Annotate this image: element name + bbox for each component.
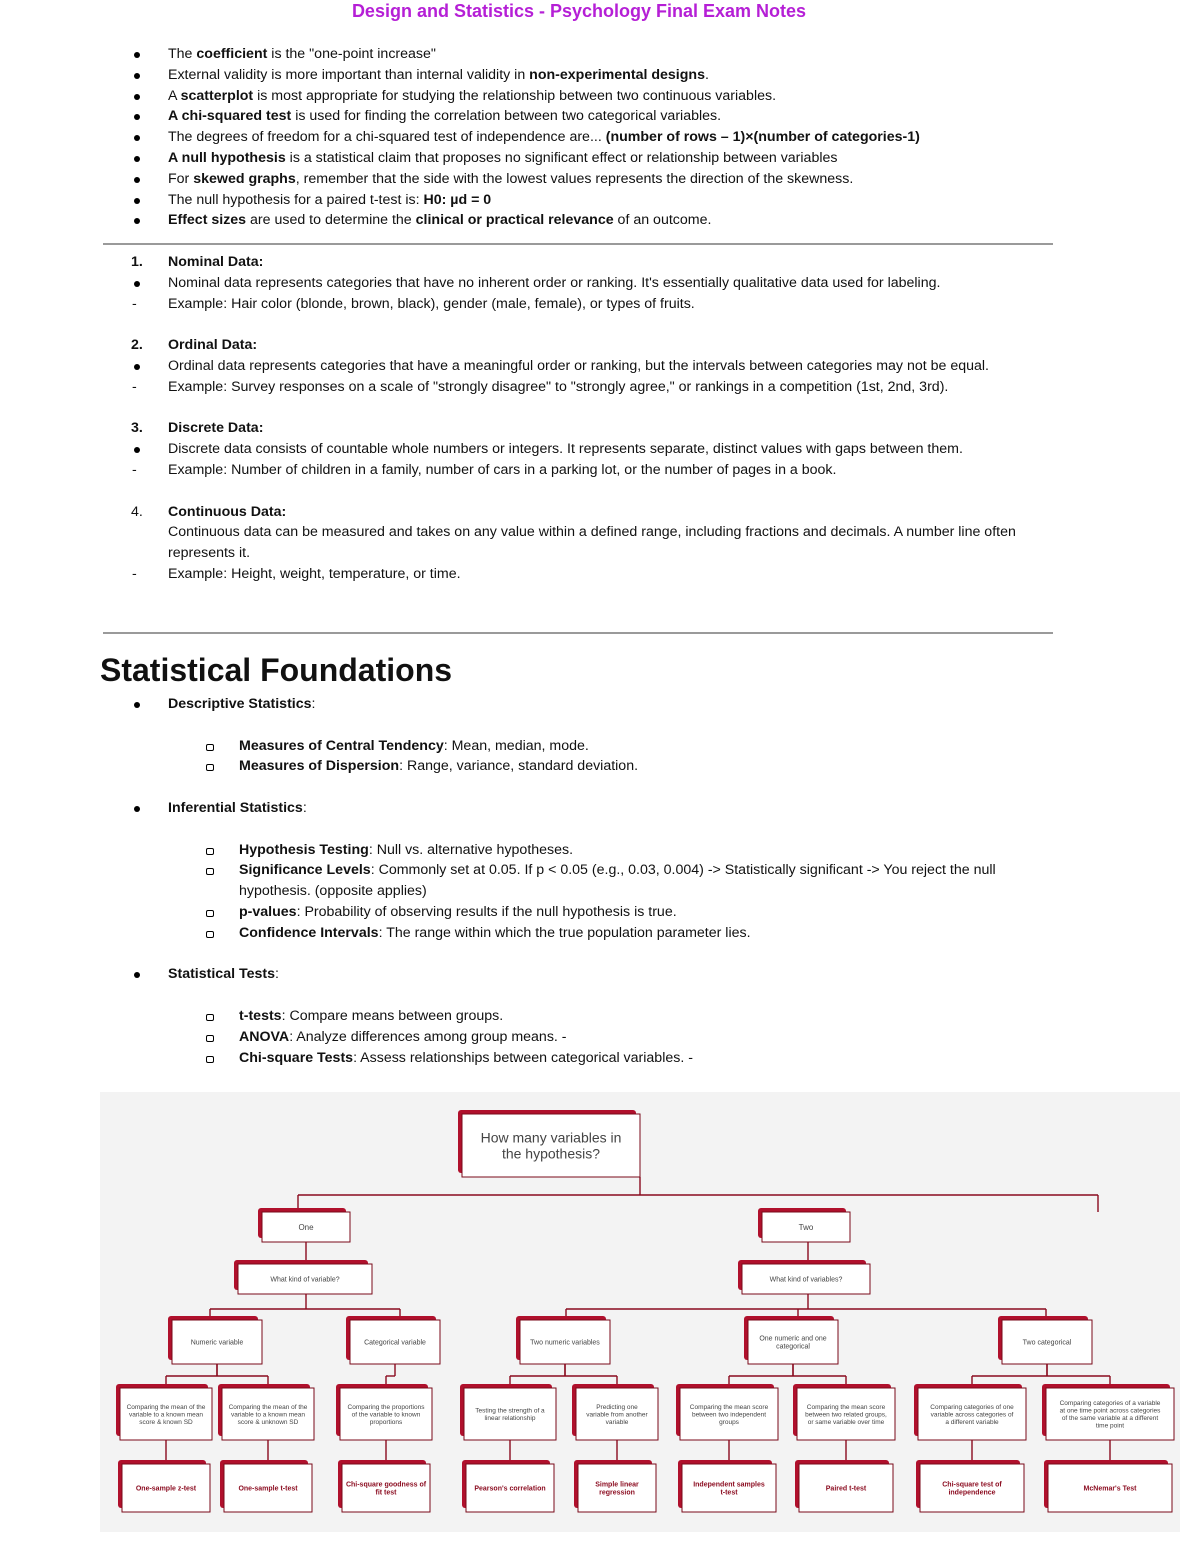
text-run: , remember that the side with the lowest values represents the direction of the skewness. bbox=[295, 170, 854, 187]
bold-term: Effect sizes bbox=[168, 212, 247, 229]
flowchart-question-label: Comparing the proportions of the variable to known proportions bbox=[347, 1403, 425, 1426]
line-text: Discrete data consists of countable whole numbers or integers. It represents separate, distinct values with gaps between them. bbox=[168, 441, 963, 458]
summary-bullet bbox=[100, 44, 1060, 65]
text-run: : Analyze differences among group means. - bbox=[289, 1028, 567, 1045]
list-number: 1. bbox=[131, 254, 143, 270]
group-label: Descriptive Statistics bbox=[168, 696, 312, 712]
bold-term: Confidence Intervals bbox=[239, 924, 379, 941]
line-text: Nominal data represents categories that have no inherent order or ranking. It's essentially qualitative data used for labeling. bbox=[168, 274, 941, 291]
text-run: For bbox=[168, 170, 194, 187]
summary-bullet bbox=[100, 210, 1060, 231]
bold-term: scatterplot bbox=[180, 87, 254, 104]
line-text: Example: Height, weight, temperature, or time. bbox=[168, 565, 461, 582]
foundation-item bbox=[100, 923, 1060, 944]
bold-term: A null hypothesis bbox=[168, 149, 286, 166]
text-run: : Probability of observing results if the null hypothesis is true. bbox=[296, 903, 677, 920]
spacer bbox=[100, 944, 1060, 965]
foundation-item bbox=[100, 840, 1060, 861]
text-run: : Null vs. alternative hypotheses. bbox=[368, 841, 574, 858]
data-type-line bbox=[100, 439, 1060, 460]
text-run: . bbox=[704, 66, 709, 83]
flowchart-question-label: Comparing the mean score between two related groups, or same variable over time bbox=[805, 1403, 887, 1426]
line-text: Continuous data can be measured and takes on any value within a defined range, including fractions and decimals. A number line often represents it. bbox=[168, 524, 1016, 562]
bold-term: skewed graphs bbox=[193, 170, 296, 187]
spacer bbox=[100, 777, 1060, 798]
flowchart-test-label: Independent samples t-test bbox=[693, 1481, 765, 1497]
data-type-heading bbox=[100, 252, 1060, 273]
foundation-group bbox=[100, 964, 1060, 985]
text-run: are used to determine the bbox=[246, 212, 416, 229]
text-run: : The range within which the true population parameter lies. bbox=[378, 924, 751, 941]
flowchart-question-label: Testing the strength of a linear relationship bbox=[475, 1407, 545, 1423]
summary-bullet bbox=[100, 148, 1060, 169]
data-type-title: Continuous Data: bbox=[168, 503, 287, 520]
flowchart-test-label: One-sample z-test bbox=[135, 1485, 197, 1493]
group-suffix: : bbox=[311, 696, 316, 712]
flowchart-node-label: Two categorical bbox=[1022, 1339, 1072, 1347]
spacer bbox=[100, 985, 1060, 1006]
data-type-heading bbox=[100, 502, 1060, 523]
flowchart-question-label: Comparing categories of a variable at one time point across categories of the same variable at a different time point bbox=[1059, 1400, 1161, 1430]
data-type-line bbox=[100, 564, 1060, 585]
flowchart-question-label: Comparing categories of one variable across categories of a different variable bbox=[930, 1403, 1014, 1426]
flowchart-node-label: One numeric and one categorical bbox=[759, 1335, 827, 1351]
flowchart-node-label: One bbox=[298, 1222, 314, 1232]
bold-term: A chi-squared test bbox=[168, 108, 292, 125]
list-number: 2. bbox=[131, 337, 143, 354]
bold-term: H0: µd = 0 bbox=[423, 191, 492, 208]
flowchart-question-label: Predicting one variable from another variable bbox=[586, 1403, 648, 1426]
flowchart-question-label: Comparing the mean of the variable to a known mean score & known SD bbox=[126, 1403, 206, 1426]
flowchart-node-label: Categorical variable bbox=[364, 1339, 426, 1347]
group-suffix: : bbox=[274, 966, 279, 983]
bold-term: Significance Levels bbox=[239, 862, 371, 879]
bold-term: Chi-square Tests bbox=[239, 1049, 354, 1066]
foundations-list bbox=[100, 694, 1060, 1068]
text-run: : Mean, median, mode. bbox=[443, 737, 589, 754]
data-types-list bbox=[100, 252, 1060, 585]
flowchart-node-label: Two bbox=[798, 1222, 814, 1232]
flowchart-test-label: Chi-square test of independence bbox=[942, 1481, 1002, 1497]
bold-term: coefficient bbox=[196, 46, 268, 62]
summary-bullet bbox=[100, 127, 1060, 148]
flowchart-test-label: Chi-square goodness of fit test bbox=[345, 1481, 427, 1497]
text-run: : Commonly set at 0.05. If p < 0.05 (e.g., 0.03, 0.004) -> Statistically significant -> You reject the null hypothesis. (opposite applies) bbox=[239, 862, 996, 900]
foundation-group bbox=[100, 798, 1060, 819]
spacer bbox=[100, 481, 1060, 502]
summary-bullet bbox=[100, 169, 1060, 190]
line-text: Example: Number of children in a family, number of cars in a parking lot, or the number of pages in a book. bbox=[168, 461, 837, 478]
group-suffix: : bbox=[302, 799, 307, 816]
foundation-item bbox=[100, 756, 1060, 777]
list-number: 3. bbox=[131, 420, 143, 437]
data-type-title: Ordinal Data: bbox=[168, 337, 258, 354]
foundation-item bbox=[100, 1027, 1060, 1048]
flowchart-node-label: What kind of variables? bbox=[769, 1276, 843, 1284]
spacer bbox=[100, 715, 1060, 736]
foundation-item bbox=[100, 860, 1060, 902]
data-type-title: Discrete Data: bbox=[168, 420, 264, 437]
flowchart-node-label: What kind of variable? bbox=[270, 1276, 340, 1284]
data-type-line bbox=[100, 356, 1060, 377]
bold-term: (number of rows – 1)×(number of categories-1) bbox=[605, 129, 920, 146]
flowchart-node-label: Two numeric variables bbox=[530, 1339, 600, 1347]
section-heading: Statistical Foundations bbox=[100, 652, 453, 688]
spacer bbox=[100, 819, 1060, 840]
bold-term: Measures of Central Tendency bbox=[239, 737, 444, 754]
spacer bbox=[100, 398, 1060, 419]
dash-marker: - bbox=[132, 295, 137, 312]
list-number: 4. bbox=[131, 503, 143, 520]
test-selection-flowchart bbox=[100, 1092, 1180, 1532]
divider bbox=[103, 632, 1053, 634]
data-type-heading bbox=[100, 335, 1060, 356]
bold-term: clinical or practical relevance bbox=[415, 212, 614, 229]
group-label: Statistical Tests bbox=[168, 966, 275, 983]
summary-list bbox=[100, 44, 1060, 231]
dash-marker: - bbox=[132, 461, 137, 478]
text-run: : Assess relationships between categorical variables. - bbox=[353, 1049, 693, 1066]
flowchart-root-label: How many variables in the hypothesis? bbox=[480, 1129, 622, 1162]
text-run: is the "one-point increase" bbox=[267, 46, 436, 62]
text-run: is used for finding the correlation between two categorical variables. bbox=[291, 108, 722, 125]
flowchart-test-label: Pearson's correlation bbox=[474, 1485, 546, 1493]
page-title: Design and Statistics - Psychology Final Exam Notes bbox=[351, 1, 807, 21]
flowchart-test-label: One-sample t-test bbox=[238, 1485, 298, 1493]
data-type-line bbox=[100, 273, 1060, 294]
text-run: The null hypothesis for a paired t-test is: bbox=[168, 191, 424, 208]
summary-bullet bbox=[100, 106, 1060, 127]
data-type-heading bbox=[100, 418, 1060, 439]
text-run: of an outcome. bbox=[613, 212, 712, 229]
line-text: Ordinal data represents categories that have a meaningful order or ranking, but the intervals between categories may not be equal. bbox=[168, 357, 989, 374]
data-type-line bbox=[100, 294, 1060, 315]
text-run: : Range, variance, standard deviation. bbox=[399, 758, 639, 775]
bold-term: Measures of Dispersion bbox=[239, 758, 400, 775]
summary-bullet bbox=[100, 86, 1060, 107]
flowchart-question-label: Comparing the mean score between two independent groups bbox=[689, 1403, 769, 1426]
divider bbox=[103, 243, 1053, 245]
flowchart-question-label: Comparing the mean of the variable to a known mean score & unknown SD bbox=[228, 1403, 308, 1426]
dash-marker: - bbox=[132, 565, 137, 582]
text-run: The bbox=[168, 46, 197, 62]
foundation-item bbox=[100, 902, 1060, 923]
text-run: External validity is more important than internal validity in bbox=[168, 66, 530, 83]
spacer bbox=[100, 314, 1060, 335]
bold-term: t-tests bbox=[239, 1007, 282, 1024]
text-run: is most appropriate for studying the relationship between two continuous variables. bbox=[253, 87, 777, 104]
bold-term: p-values bbox=[239, 903, 297, 920]
text-run: A bbox=[168, 87, 181, 104]
summary-bullet bbox=[100, 65, 1060, 86]
flowchart-test-label: Simple linear regression bbox=[595, 1481, 639, 1497]
data-type-title: Nominal Data: bbox=[168, 254, 264, 270]
bold-term: non-experimental designs bbox=[529, 66, 705, 83]
bold-term: ANOVA bbox=[239, 1028, 290, 1045]
text-run: The degrees of freedom for a chi-squared test of independence are... bbox=[168, 129, 606, 146]
line-text: Example: Hair color (blonde, brown, black), gender (male, female), or types of fruits. bbox=[168, 295, 695, 312]
summary-bullet bbox=[100, 190, 1060, 211]
group-label: Inferential Statistics bbox=[168, 799, 303, 816]
line-text: Example: Survey responses on a scale of "strongly disagree" to "strongly agree," or rankings in a competition (1st, 2nd, 3rd). bbox=[168, 378, 949, 395]
foundation-item bbox=[100, 1048, 1060, 1069]
data-type-line bbox=[100, 522, 1060, 564]
flowchart-test-label: Paired t-test bbox=[825, 1485, 867, 1493]
text-run: : Compare means between groups. bbox=[281, 1007, 504, 1024]
foundation-item bbox=[100, 736, 1060, 757]
foundation-group bbox=[100, 694, 1060, 715]
dash-marker: - bbox=[132, 378, 137, 395]
data-type-line bbox=[100, 377, 1060, 398]
bold-term: Hypothesis Testing bbox=[239, 841, 369, 858]
text-run: is a statistical claim that proposes no significant effect or relationship between variables bbox=[285, 149, 838, 166]
flowchart-node-label: Numeric variable bbox=[190, 1339, 244, 1347]
data-type-line bbox=[100, 460, 1060, 481]
foundation-item bbox=[100, 1006, 1060, 1027]
flowchart-test-label: McNemar's Test bbox=[1083, 1485, 1137, 1493]
